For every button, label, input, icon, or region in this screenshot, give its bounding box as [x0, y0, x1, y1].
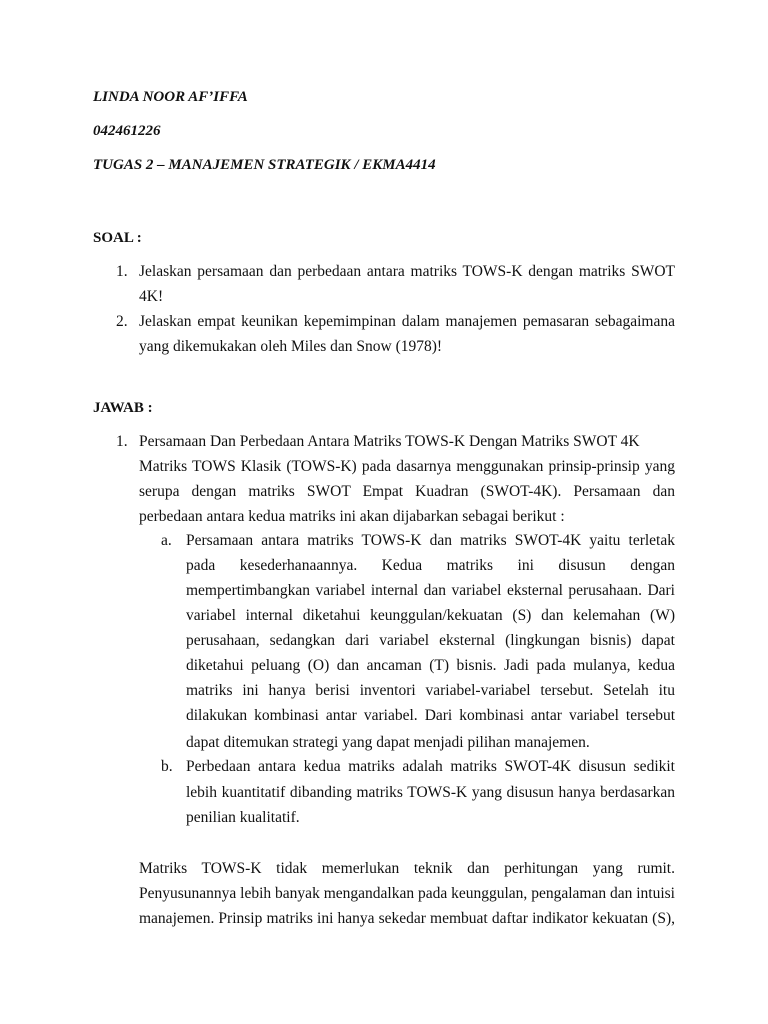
- soal-item-1-line-1: Jelaskan persamaan dan perbedaan antara matriks TOWS-K dengan matriks SWOT: [139, 263, 675, 280]
- jawab-item-1-title: Persamaan Dan Perbedaan Antara Matriks TOWS-K Dengan Matriks SWOT 4K: [139, 433, 640, 450]
- soal-item-2-line-1: Jelaskan empat keunikan kepemimpinan dalam manajemen pemasaran sebagaimana: [139, 313, 675, 330]
- intro-line-2: serupa dengan matriks SWOT Empat Kuadran (SWOT-4K). Persamaan dan: [139, 483, 675, 500]
- sub-a-line-6: diketahui peluang (O) dan ancaman (T) bisnis. Jadi pada mulanya, kedua: [186, 657, 675, 674]
- soal-item-2-number: 2.: [116, 313, 128, 330]
- sub-b-line-3: penilian kualitatif.: [186, 809, 300, 826]
- soal-item-1-line-2: 4K!: [139, 288, 164, 305]
- sub-a-label: a.: [161, 532, 172, 549]
- intro-line-1: Matriks TOWS Klasik (TOWS-K) pada dasarnya menggunakan prinsip-prinsip yang: [139, 458, 675, 475]
- sub-a-line-8: dilakukan kombinasi antar variabel. Dari kombinasi antar variabel tersebut: [186, 707, 675, 724]
- assignment-title: TUGAS 2 – MANAJEMEN STRATEGIK / EKMA4414: [93, 157, 436, 173]
- sub-a-line-1: Persamaan antara matriks TOWS-K dan matriks SWOT-4K yaitu terletak: [186, 532, 675, 549]
- sub-a-line-4: variabel internal diketahui keunggulan/kekuatan (S) dan kelemahan (W): [186, 607, 675, 624]
- soal-item-1-number: 1.: [116, 263, 128, 280]
- sub-a-line-2: pada kesederhanaannya. Kedua matriks ini disusun dengan: [186, 557, 675, 574]
- soal-item-2-line-2: yang dikemukakan oleh Miles dan Snow (1978)!: [139, 338, 443, 355]
- soal-heading: SOAL :: [93, 230, 142, 246]
- paragraph-line-3: manajemen. Prinsip matriks ini hanya sekedar membuat daftar indikator kekuatan (S),: [139, 910, 675, 927]
- intro-line-3: perbedaan antara kedua matriks ini akan dijabarkan sebagai berikut :: [139, 508, 565, 525]
- student-id: 042461226: [93, 123, 161, 139]
- author-name: LINDA NOOR AF’IFFA: [93, 89, 248, 105]
- sub-b-label: b.: [161, 758, 173, 775]
- jawab-item-1-number: 1.: [116, 433, 128, 450]
- sub-b-line-1: Perbedaan antara kedua matriks adalah matriks SWOT-4K disusun sedikit: [186, 758, 675, 775]
- paragraph-line-2: Penyusunannya lebih banyak mengandalkan pada keunggulan, pengalaman dan intuisi: [139, 885, 675, 902]
- sub-a-line-9: dapat ditemukan strategi yang dapat menjadi pilihan manajemen.: [186, 734, 590, 751]
- jawab-heading: JAWAB :: [93, 400, 153, 416]
- paragraph-line-1: Matriks TOWS-K tidak memerlukan teknik dan perhitungan yang rumit.: [139, 860, 675, 877]
- sub-a-line-7: matriks ini hanya berisi inventori variabel-variabel tersebut. Setelah itu: [186, 682, 675, 699]
- sub-a-line-5: perusahaan, sedangkan dari variabel eksternal (lingkungan bisnis) dapat: [186, 632, 675, 649]
- sub-a-line-3: mempertimbangkan variabel internal dan variabel eksternal perusahaan. Dari: [186, 582, 675, 599]
- sub-b-line-2: lebih kuantitatif dibanding matriks TOWS-K yang disusun hanya berdasarkan: [186, 784, 675, 801]
